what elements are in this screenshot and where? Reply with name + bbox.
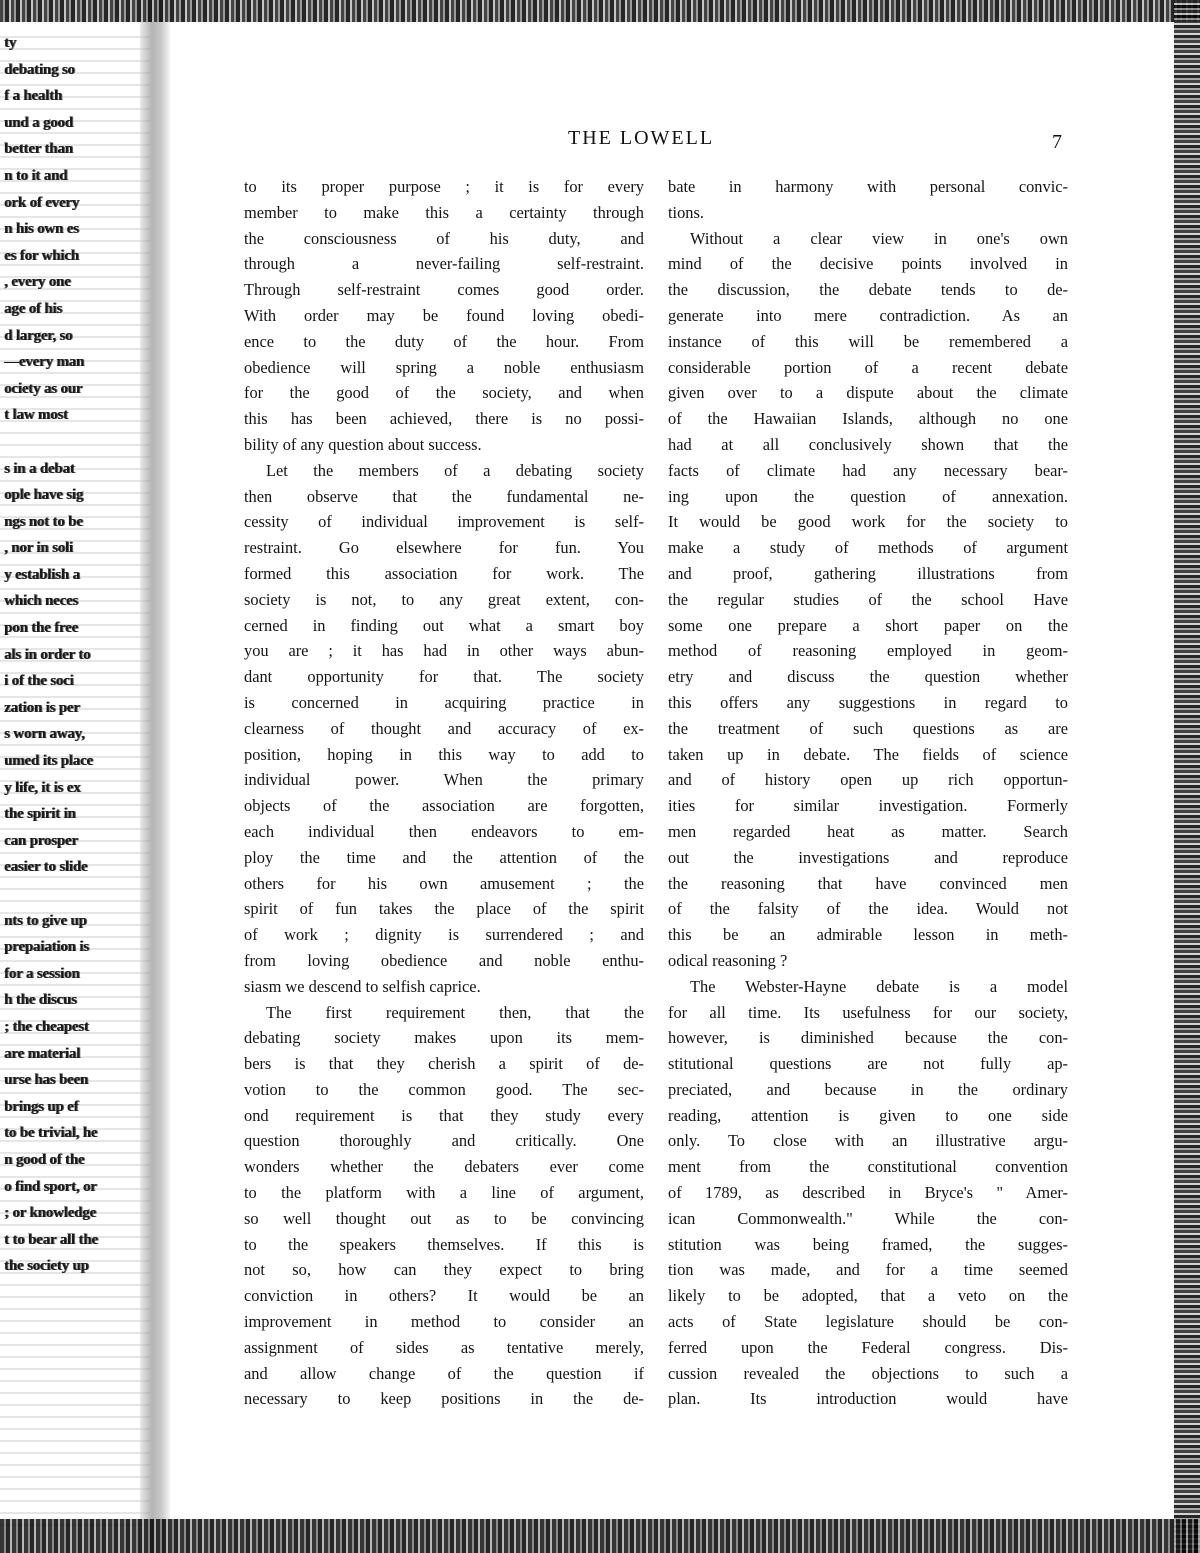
text-line: this offers any suggestions in regard to [668,692,1068,712]
text-line: some one prepare a short paper on the [668,615,1068,635]
text-line: With order may be found loving obedi- [244,305,644,325]
text-line: of the falsity of the idea. Would not [668,899,1068,919]
text-line: ferred upon the Federal congress. Dis- [668,1337,1068,1357]
bleed-line: for a session [4,965,80,982]
text-line: plan. Its introduction would have [668,1389,1068,1409]
text-line: method of reasoning employed in geom- [668,641,1068,661]
text-line: The Webster-Hayne debate is a model [690,976,1068,996]
text-line: to the platform with a line of argument, [244,1183,644,1203]
bleed-line: brings up ef [4,1098,79,1115]
text-line: of 1789, as described in Bryce's " Amer- [668,1183,1068,1203]
bleed-line: which neces [4,593,79,610]
bleed-line: s in a debat [4,460,75,477]
text-line: spirit of fun takes the place of the spirit [244,899,644,919]
text-line: and allow change of the question if [244,1363,644,1383]
text-line: of work ; dignity is surrendered ; and [244,925,644,945]
text-line: tions. [668,202,704,222]
text-line: Through self-restraint comes good order. [244,280,644,300]
bleed-line: , every one [4,274,71,291]
scan-edge-right [1174,0,1200,1553]
text-line: wonders whether the debaters ever come [244,1157,644,1177]
text-line: the treatment of such questions as are [668,718,1068,738]
bleed-line: better than [4,141,73,158]
bleed-line: debating so [4,61,75,78]
text-line: objects of the association are forgotten, [244,796,644,816]
text-line: the regular studies of the school Have [668,589,1068,609]
bleed-line: t to bear all the [4,1231,98,1248]
text-line: so well thought out as to be convincing [244,1208,644,1228]
book-spine-shadow [140,0,170,1553]
text-line: conviction in others? It would be an [244,1286,644,1306]
text-line: ican Commonwealth." While the con- [668,1208,1068,1228]
bleed-line: are material [4,1045,81,1062]
running-head: THE LOWELL [568,127,715,149]
text-line: through a never-failing self-restraint. [244,254,644,274]
bleed-line: ; or knowledge [4,1205,96,1222]
bleed-line [0,881,150,908]
text-line: clearness of thought and accuracy of ex- [244,718,644,738]
text-line: of the Hawaiian Islands, although no one [668,409,1068,429]
text-line: the consciousness of his duty, and [244,228,644,248]
text-line: ond requirement is that they study every [244,1105,644,1125]
bleed-line: nts to give up [4,912,87,929]
bleed-line: pon the free [4,620,78,637]
bleed-line: o find sport, or [4,1178,97,1195]
text-line: for the good of the society, and when [244,383,644,403]
text-line: individual power. When the primary [244,770,644,790]
facing-page-bleed-through [0,30,150,1530]
bleed-line: umed its place [4,753,93,770]
text-line: ities for similar investigation. Formerly [668,796,1068,816]
bleed-line: n his own es [4,221,79,238]
text-line: cerned in finding out what a smart boy [244,615,644,635]
text-line: position, hoping in this way to add to [244,744,644,764]
bleed-line: s worn away, [4,726,85,743]
text-line: acts of State legislature should be con- [668,1312,1068,1332]
text-line: bate in harmony with personal convic- [668,177,1068,196]
bleed-line: ngs not to be [4,513,83,530]
text-line: votion to the common good. The sec- [244,1079,644,1099]
bleed-line: urse has been [4,1072,89,1089]
text-line: taken up in debate. The fields of science [668,744,1068,764]
bleed-line: to be trivial, he [4,1125,98,1142]
text-line: cussion revealed the objections to such a [668,1363,1068,1383]
text-line: given over to a dispute about the climate [668,383,1068,403]
bleed-line: d larger, so [4,327,73,344]
text-line: odical reasoning ? [668,950,788,970]
text-line: etry and discuss the question whether [668,667,1068,687]
bleed-line: als in order to [4,646,91,663]
text-line: ence to the duty of the hour. From [244,331,644,351]
text-line: society is not, to any great extent, con- [244,589,644,609]
bleed-line: i of the soci [4,673,74,690]
text-line: then observe that the fundamental ne- [244,486,644,506]
text-line: dant opportunity for that. The society [244,667,644,687]
text-line: ing upon the question of annexation. [668,486,1068,506]
bleed-line: the spirit in [4,806,76,823]
text-line: bers is that they cherish a spirit of de- [244,1054,644,1074]
text-line: necessary to keep positions in the de- [244,1389,644,1409]
scan-edge-bottom [0,1519,1200,1553]
text-line: preciated, and because in the ordinary [668,1079,1068,1099]
text-line: the reasoning that have convinced men [668,873,1068,893]
text-line: however, is diminished because the con- [668,1028,1068,1048]
bleed-line: age of his [4,300,63,317]
text-line: instance of this will be remembered a [668,331,1068,351]
text-line: siasm we descend to selfish caprice. [244,976,481,996]
bleed-line [0,429,150,456]
bleed-line: zation is per [4,699,80,716]
bleed-line: h the discus [4,992,77,1009]
bleed-line: —every man [4,354,85,371]
text-line: tion was made, and for a time seemed [668,1260,1068,1280]
text-line: Let the members of a debating society [266,460,644,480]
text-line: facts of climate had any necessary bear- [668,460,1068,480]
bleed-line: n to it and [4,167,68,184]
text-line: had at all conclusively shown that the [668,434,1068,454]
text-line: stitution was being framed, the sugges- [668,1234,1068,1254]
bleed-line: ty [4,35,17,51]
text-line: generate into mere contradiction. As an [668,305,1068,325]
bleed-line: und a good [4,114,73,131]
text-line: obedience will spring a noble enthusiasm [244,357,644,377]
bleed-line: ork of every [4,194,80,211]
text-line: The first requirement then, that the [266,1002,644,1022]
bleed-line: y life, it is ex [4,779,81,796]
bleed-line: ople have sig [4,487,84,504]
text-line: stitutional questions are not fully ap- [668,1054,1068,1074]
bleed-line: n good of the [4,1151,85,1168]
text-line: not so, how can they expect to bring [244,1260,644,1280]
text-line: out the investigations and reproduce [668,847,1068,867]
text-line: this has been achieved, there is no possi- [244,409,644,429]
text-line: likely to be adopted, that a veto on the [668,1286,1068,1306]
scan-edge-top [0,0,1200,22]
bleed-line: ; the cheapest [4,1018,89,1035]
text-line: restraint. Go elsewhere for fun. You [244,538,644,558]
text-line: make a study of methods of argument [668,538,1068,558]
bleed-line: , nor in soli [4,540,73,557]
bleed-line: can prosper [4,832,78,849]
text-line: this be an admirable lesson in meth- [668,925,1068,945]
text-line: you are ; it has had in other ways abun- [244,641,644,661]
text-line: considerable portion of a recent debate [668,357,1068,377]
text-line: from loving obedience and noble enthu- [244,950,644,970]
text-line: for all time. Its usefulness for our society, [668,1002,1068,1022]
text-line: reading, attention is given to one side [668,1105,1068,1125]
text-column-right [668,174,1068,1412]
text-line: mind of the decisive points involved in [668,254,1068,274]
text-line: question thoroughly and critically. One [244,1131,644,1151]
text-line: Without a clear view in one's own [690,228,1068,248]
text-line: It would be good work for the society to [668,512,1068,532]
page-number: 7 [1052,131,1062,153]
text-line: improvement in method to consider an [244,1312,644,1332]
text-line: to its proper purpose ; it is for every [244,177,644,196]
text-column-left [244,174,644,1412]
text-line: others for his own amusement ; the [244,873,644,893]
text-line: member to make this a certainty through [244,202,644,222]
text-line: to the speakers themselves. If this is [244,1234,644,1254]
text-line: debating society makes upon its mem- [244,1028,644,1048]
bleed-line: the society up [4,1258,89,1275]
bleed-line: prepaiation is [4,939,89,956]
text-line: formed this association for work. The [244,563,644,583]
text-line: assignment of sides as tentative merely, [244,1337,644,1357]
text-line: is concerned in acquiring practice in [244,692,644,712]
text-line: and proof, gathering illustrations from [668,563,1068,583]
bleed-line: es for which [4,247,79,264]
bleed-line: ociety as our [4,380,83,397]
bleed-line: y establish a [4,566,80,583]
text-line: bility of any question about success. [244,434,482,454]
text-line: ploy the time and the attention of the [244,847,644,867]
bleed-line: easier to slide [4,859,88,876]
text-line: and of history open up rich opportun- [668,770,1068,790]
text-line: the discussion, the debate tends to de- [668,280,1068,300]
text-line: each individual then endeavors to em- [244,821,644,841]
text-line: cessity of individual improvement is self- [244,512,644,532]
text-line: ment from the constitutional convention [668,1157,1068,1177]
bleed-line: f a health [4,88,63,105]
text-line: men regarded heat as matter. Search [668,821,1068,841]
text-line: only. To close with an illustrative argu- [668,1131,1068,1151]
bleed-line: t law most [4,407,68,424]
